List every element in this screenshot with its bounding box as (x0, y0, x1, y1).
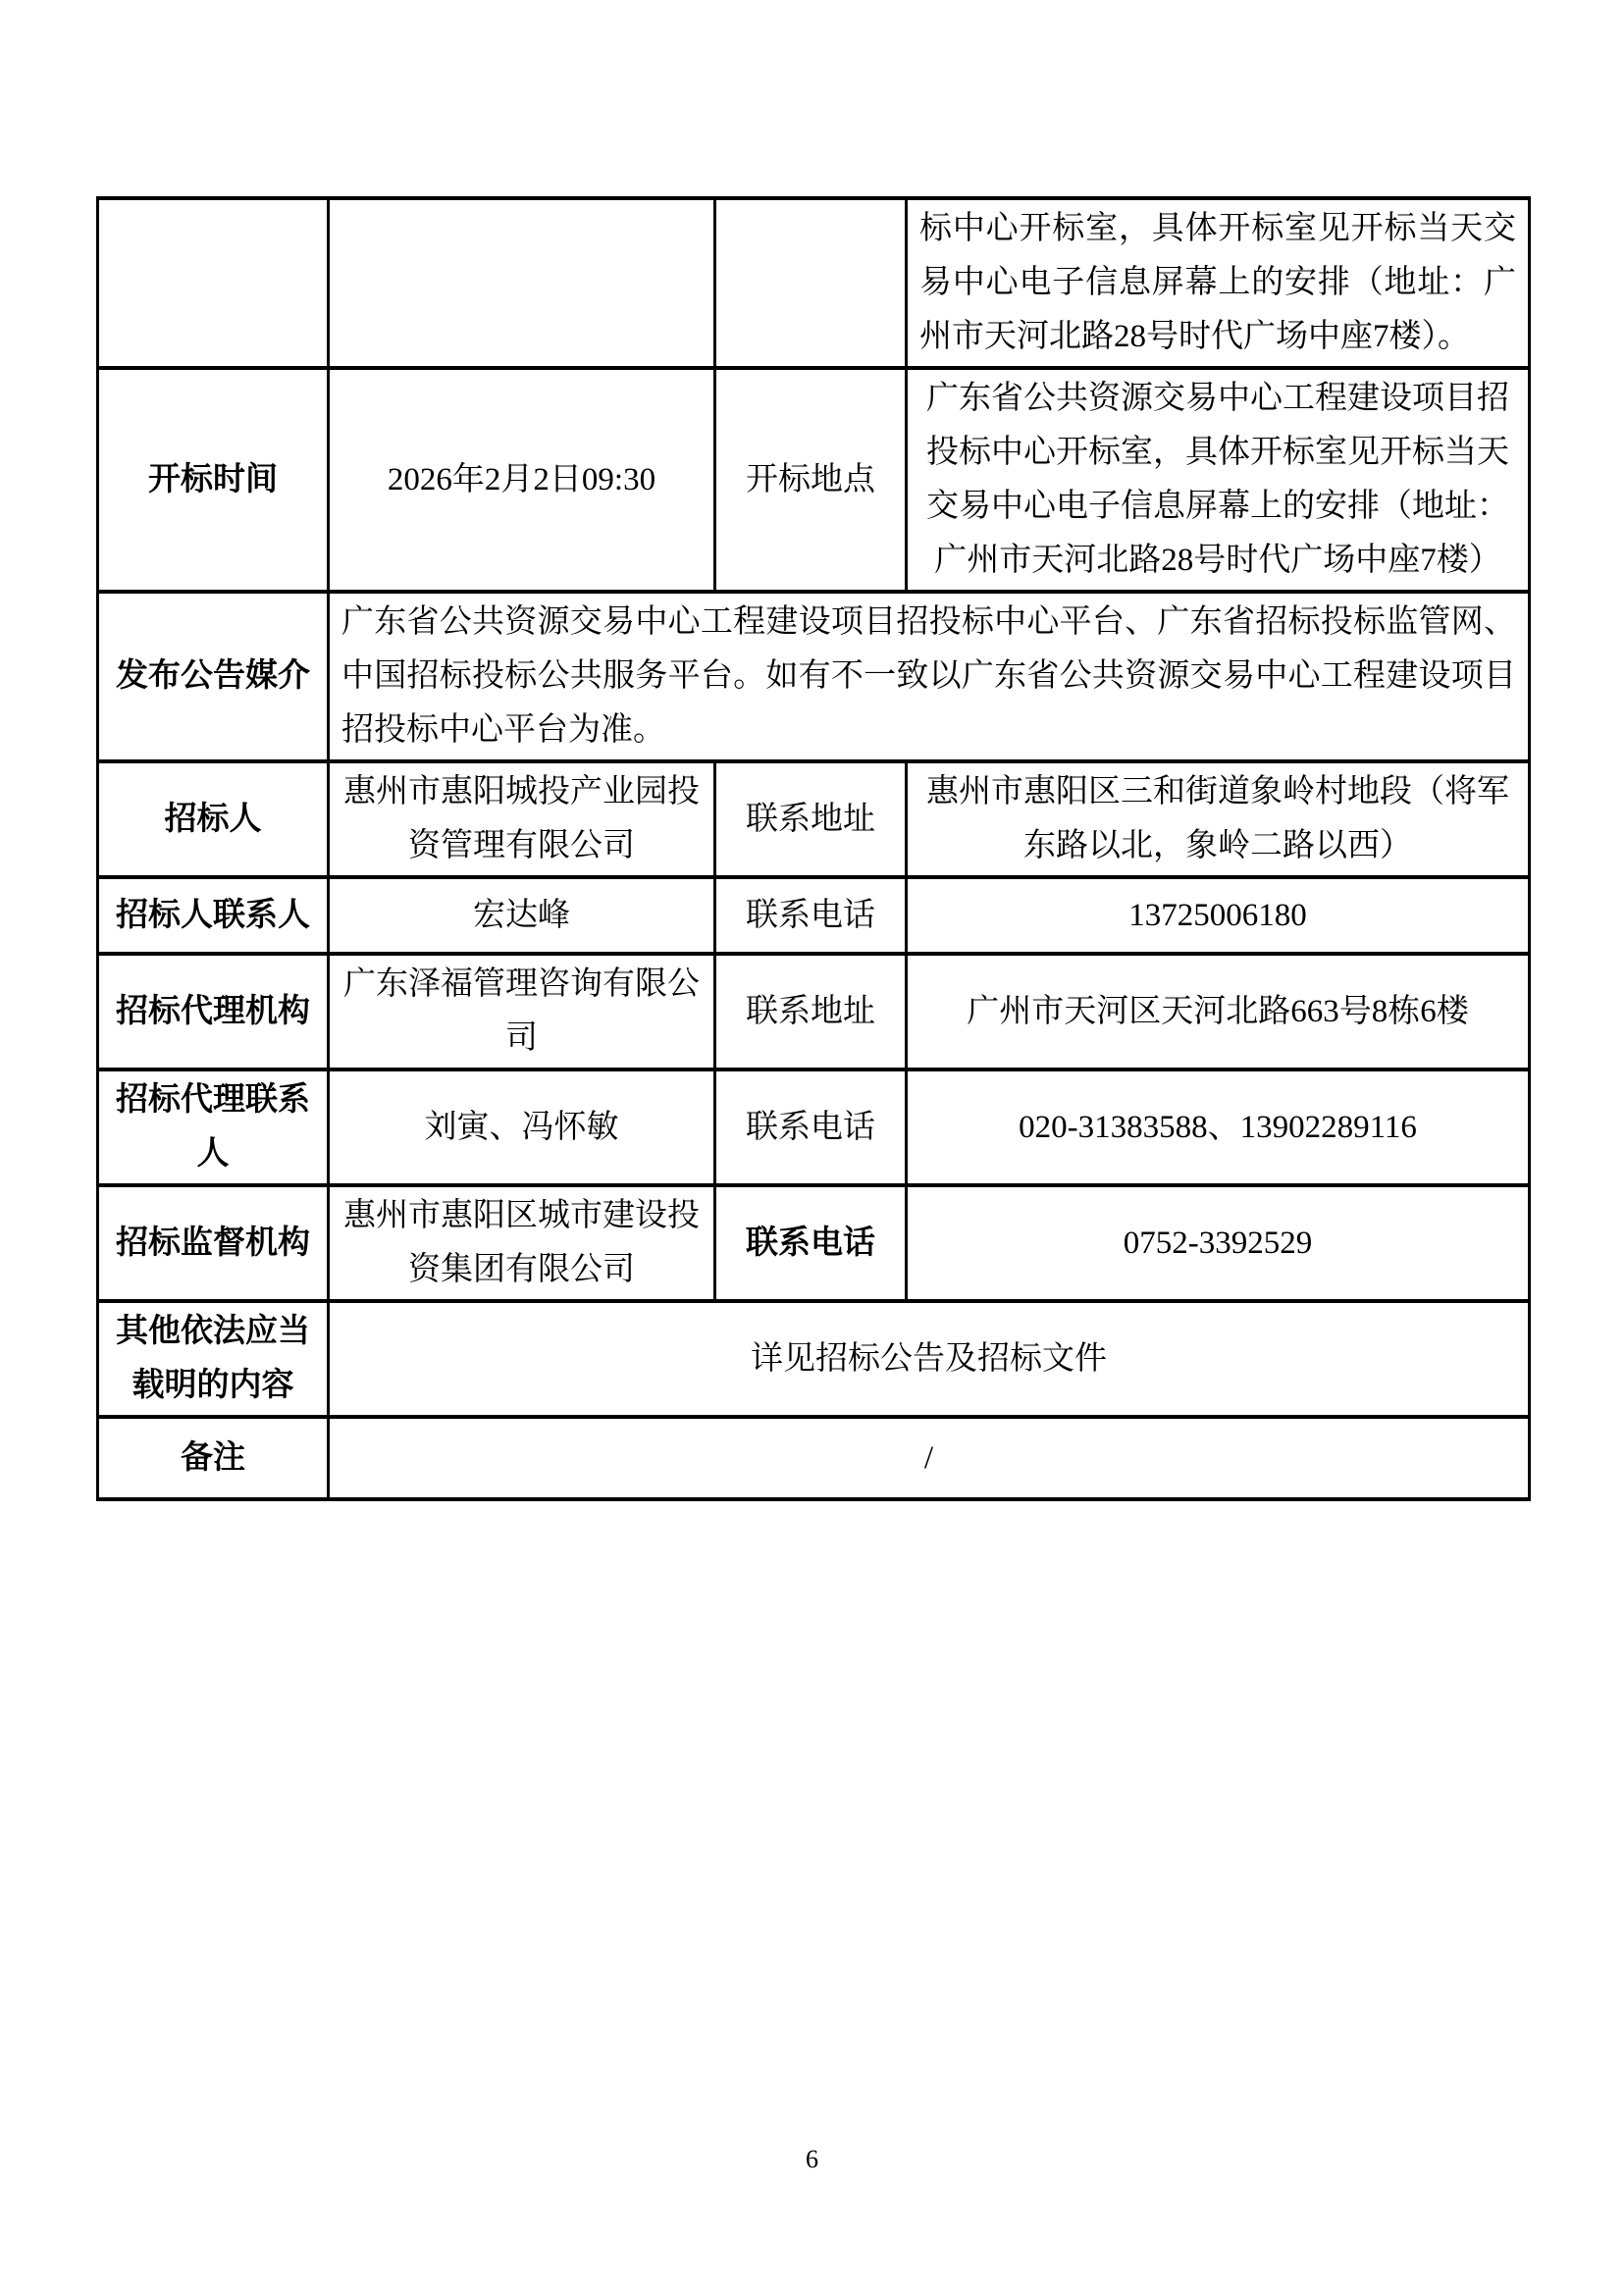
bid-opening-place-value: 广东省公共资源交易中心工程建设项目招投标中心开标室，具体开标室见开标当天交易中心电子信息屏幕上的安排（地址：广州市天河北路28号时代广场中座7楼） (907, 368, 1530, 592)
agency-name: 广东泽福管理咨询有限公司 (329, 954, 715, 1069)
tenderer-contact-phone-value: 13725006180 (907, 877, 1530, 954)
tender-info-table (96, 196, 1531, 1501)
tenderer-name: 惠州市惠阳城投产业园投资管理有限公司 (329, 761, 715, 877)
other-content-value: 详见招标公告及招标文件 (329, 1301, 1530, 1417)
tenderer-address-value: 惠州市惠阳区三和街道象岭村地段（将军东路以北，象岭二路以西） (907, 761, 1530, 877)
row-other-content (98, 1301, 1530, 1417)
row-announcement-media (98, 592, 1530, 761)
row-agency (98, 954, 1530, 1069)
empty-value-cell (329, 198, 715, 368)
row-tenderer-contact (98, 877, 1530, 954)
other-content-label: 其他依法应当载明的内容 (98, 1301, 329, 1417)
remarks-value: / (329, 1417, 1530, 1499)
announcement-media-label: 发布公告媒介 (98, 592, 329, 761)
agency-contact-name: 刘寅、冯怀敏 (329, 1069, 715, 1185)
agency-address-label: 联系地址 (715, 954, 907, 1069)
supervisor-label: 招标监督机构 (98, 1185, 329, 1301)
page-number: 6 (806, 2145, 818, 2173)
row-agency-contact (98, 1069, 1530, 1185)
agency-contact-phone-value: 020-31383588、13902289116 (907, 1069, 1530, 1185)
agency-contact-label: 招标代理联系人 (98, 1069, 329, 1185)
bid-opening-time-label: 开标时间 (98, 368, 329, 592)
tenderer-contact-name: 宏达峰 (329, 877, 715, 954)
row-bid-opening (98, 368, 1530, 592)
empty-label-cell (98, 198, 329, 368)
empty-sublabel-cell (715, 198, 907, 368)
row-remarks (98, 1417, 1530, 1499)
row-tenderer (98, 761, 1530, 877)
tenderer-address-label: 联系地址 (715, 761, 907, 877)
supervisor-name: 惠州市惠阳区城市建设投资集团有限公司 (329, 1185, 715, 1301)
bid-opening-time-value: 2026年2月2日09:30 (329, 368, 715, 592)
supervisor-phone-label: 联系电话 (715, 1185, 907, 1301)
row-supervisor (98, 1185, 1530, 1301)
tenderer-contact-phone-label: 联系电话 (715, 877, 907, 954)
row-continuation (98, 198, 1530, 368)
announcement-media-value: 广东省公共资源交易中心工程建设项目招投标中心平台、广东省招标投标监管网、中国招标投标公共服务平台。如有不一致以广东省公共资源交易中心工程建设项目招投标中心平台为准。 (329, 592, 1530, 761)
agency-address-value: 广州市天河区天河北路663号8栋6楼 (907, 954, 1530, 1069)
agency-label: 招标代理机构 (98, 954, 329, 1069)
remarks-label: 备注 (98, 1417, 329, 1499)
agency-contact-phone-label: 联系电话 (715, 1069, 907, 1185)
supervisor-phone-value: 0752-3392529 (907, 1185, 1530, 1301)
opening-place-continued-text: 标中心开标室，具体开标室见开标当天交易中心电子信息屏幕上的安排（地址：广州市天河北路28号时代广场中座7楼）。 (907, 198, 1530, 368)
tenderer-label: 招标人 (98, 761, 329, 877)
bid-opening-place-label: 开标地点 (715, 368, 907, 592)
tenderer-contact-label: 招标人联系人 (98, 877, 329, 954)
